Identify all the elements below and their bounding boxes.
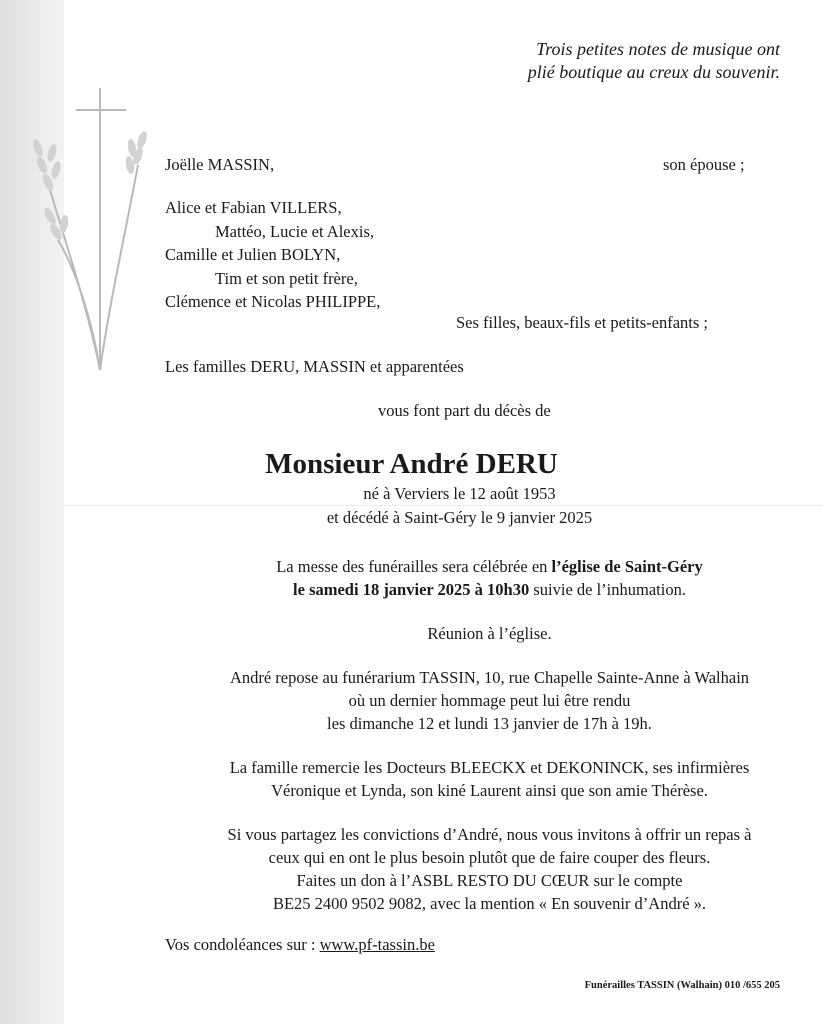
epigraph [528,38,780,84]
birth-line: né à Verviers le 12 août 1953 [363,484,556,503]
children-role: Ses filles, beaux-fils et petits-enfants ; [456,313,709,332]
fold-line [64,505,823,506]
condolences-link[interactable]: www.pf-tassin.be [319,935,435,954]
meeting-line: Réunion à l’église. [427,624,552,643]
announcement: vous font part du décès de [378,401,551,420]
funeral-text: La messe des funérailles sera célébrée en [276,557,552,576]
donation-line: Si vous partagez les convictions d’André, nous vous invitons à offrir un repas à [227,825,752,844]
death-line: et décédé à Saint-Géry le 9 janvier 2025 [326,508,593,527]
cross-wheat-icon [28,70,158,390]
family-line: Mattéo, Lucie et Alexis, [215,222,374,241]
spouse-role: son épouse ; [663,155,745,174]
epigraph-line: Trois petites notes de musique ont [536,39,780,59]
visitation-line: André repose au funérarium TASSIN, 10, rue Chapelle Sainte-Anne à Walhain [229,668,750,687]
funeral-line-1 [110,557,823,577]
epigraph-line: plié boutique au creux du souvenir. [527,62,780,82]
visitation-line: où un dernier hommage peut lui être rendu [348,691,631,710]
family-line: Alice et Fabian VILLERS, [165,198,342,217]
family-line: Tim et son petit frère, [215,269,358,288]
family-line: Camille et Julien BOLYN, [165,245,341,264]
thanks-line: La famille remercie les Docteurs BLEECKX et DEKONINCK, ses infirmières [229,758,750,777]
footer-credit: Funérailles TASSIN (Walhain) 010 /655 205 [584,980,780,991]
visitation-line: les dimanche 12 et lundi 13 janvier de 17h à 19h. [327,714,652,733]
condolences-label: Vos condoléances sur : [165,935,320,954]
spouse-name: Joëlle MASSIN, [165,155,275,174]
extended-families: Les familles DERU, MASSIN et apparentées [165,357,464,376]
thanks-line: Véronique et Lynda, son kiné Laurent ainsi que son amie Thérèse. [271,781,708,800]
church-name: l’église de Saint-Géry [551,557,703,576]
donation-line: ceux qui en ont le plus besoin plutôt que de faire couper des fleurs. [268,848,711,867]
deceased-name: Monsieur André DERU [265,448,558,480]
funeral-date: le samedi 18 janvier 2025 à 10h30 [293,580,530,599]
funeral-line-2 [110,580,823,600]
family-line: Clémence et Nicolas PHILIPPE, [165,292,381,311]
condolences-line [165,935,435,955]
donation-line: Faites un don à l’ASBL RESTO DU CŒUR sur le compte [296,871,683,890]
donation-line: BE25 2400 9502 9082, avec la mention « En souvenir d’André ». [272,894,707,913]
funeral-text: suivie de l’inhumation. [529,580,686,599]
